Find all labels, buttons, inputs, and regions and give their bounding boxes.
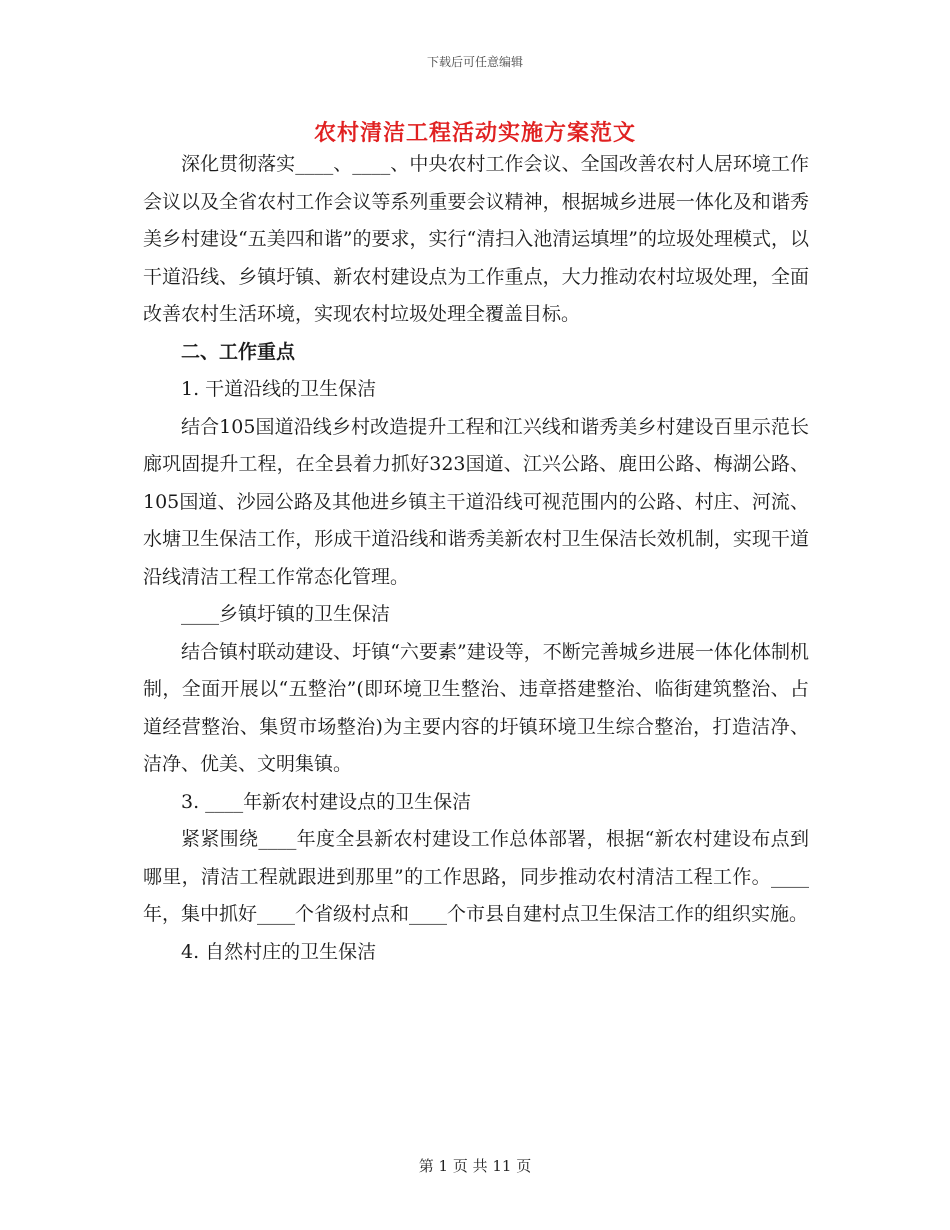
document-body	[143, 146, 809, 971]
page-header-note: 下载后可任意编辑	[426, 55, 523, 69]
paragraph-item-2: 结合镇村联动建设、圩镇“六要素”建设等，不断完善城乡进展一体化体制机制，全面开展以“五整治”(即环境卫生整治、违章搭建整治、临街建筑整治、占道经营整治、集贸市场整治)为主要内容的圩镇环境卫生综合整治，打造洁净、洁净、优美、文明集镇。	[143, 640, 809, 775]
item-heading-3: 3. ____年新农村建设点的卫生保洁	[181, 790, 472, 813]
section-heading: 二、工作重点	[181, 340, 296, 363]
item-heading-1: 1. 干道沿线的卫生保洁	[181, 378, 377, 400]
item-heading-2: ____乡镇圩镇的卫生保洁	[181, 603, 391, 625]
paragraph-item-3: 紧紧围绕____年度全县新农村建设工作总体部署，根据“新农村建设布点到哪里，清洁工程就跟进到那里”的工作思路，同步推动农村清洁工程工作。____年，集中抓好____个省级村点和____个市县自建村点卫生保洁工作的组织实施。	[143, 828, 809, 925]
page-number: 第 1 页 共 11 页	[418, 1157, 532, 1175]
document-title: 农村清洁工程活动实施方案范文	[313, 120, 636, 146]
paragraph-item-1: 结合105国道沿线乡村改造提升工程和江兴线和谐秀美乡村建设百里示范长廊巩固提升工程，在全县着力抓好323国道、江兴公路、鹿田公路、梅湖公路、105国道、沙园公路及其他进乡镇主干道沿线可视范围内的公路、村庄、河流、水塘卫生保洁工作，形成干道沿线和谐秀美新农村卫生保洁长效机制，实现干道沿线清洁工程工作常态化管理。	[143, 415, 809, 588]
paragraph-intro: 深化贯彻落实____、____、中央农村工作会议、全国改善农村人居环境工作会议以及全省农村工作会议等系列重要会议精神，根据城乡进展一体化及和谐秀美乡村建设“五美四和谐”的要求，实行“清扫入池清运填埋”的垃圾处理模式，以干道沿线、乡镇圩镇、新农村建设点为工作重点，大力推动农村垃圾处理，全面改善农村生活环境，实现农村垃圾处理全覆盖目标。	[143, 153, 809, 325]
item-heading-4: 4. 自然村庄的卫生保洁	[181, 940, 377, 963]
